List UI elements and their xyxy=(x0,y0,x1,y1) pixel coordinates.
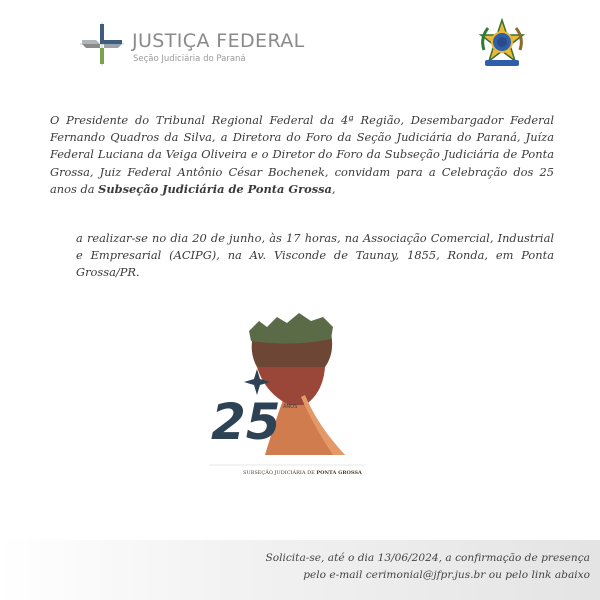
footer-rsvp-line: Solicita-se, até o dia 13/06/2024, a confirmação de presença xyxy=(265,552,590,564)
emblem-caption-bold: PONTA GROSSA xyxy=(316,470,362,476)
emblem-green-top xyxy=(249,313,333,344)
footer-email-line: pelo e-mail cerimonial@jfpr.jus.br ou pelo link abaixo xyxy=(303,569,590,581)
invitation-intro: O Presidente do Tribunal Regional Federal da 4ª Região, Desembargador Federal Fernando Quadros da Silva, a Diretora do Foro da Seção Judiciária do Paraná, Juíza Federal Luciana da Veiga Oliveira e o Diretor do Foro da Subseção Judiciária de Ponta Grossa, Juiz Federal Antônio César Bochenek, convidam para a Celebração dos 25 anos da xyxy=(50,113,554,196)
org-name: JUSTIÇA FEDERAL xyxy=(132,30,305,52)
emblem-caption xyxy=(243,468,362,476)
invitation-comma: , xyxy=(331,181,336,196)
justica-federal-logo-icon xyxy=(78,20,126,68)
emblem-number: 25 xyxy=(211,393,281,451)
invitation-bold-name: Subseção Judiciária de Ponta Grossa xyxy=(98,181,332,196)
emblem-caption-prefix: SUBSEÇÃO JUDICIÁRIA DE xyxy=(243,470,317,476)
emblem-anos: ANOS xyxy=(283,404,298,410)
event-details-paragraph: a realizar-se no dia 20 de junho, às 17 horas, na Associação Comercial, Industrial e Empresarial (ACIPG), na Av. Visconde de Taunay, 1855, Ronda, em Ponta Grossa/PR. xyxy=(76,231,554,280)
invitation-paragraph xyxy=(50,112,554,198)
anniversary-emblem xyxy=(205,305,370,487)
justica-federal-logo xyxy=(78,20,305,72)
org-subtitle: Seção Judiciária do Paraná xyxy=(133,54,246,64)
brazil-coat-of-arms-icon xyxy=(477,18,527,70)
